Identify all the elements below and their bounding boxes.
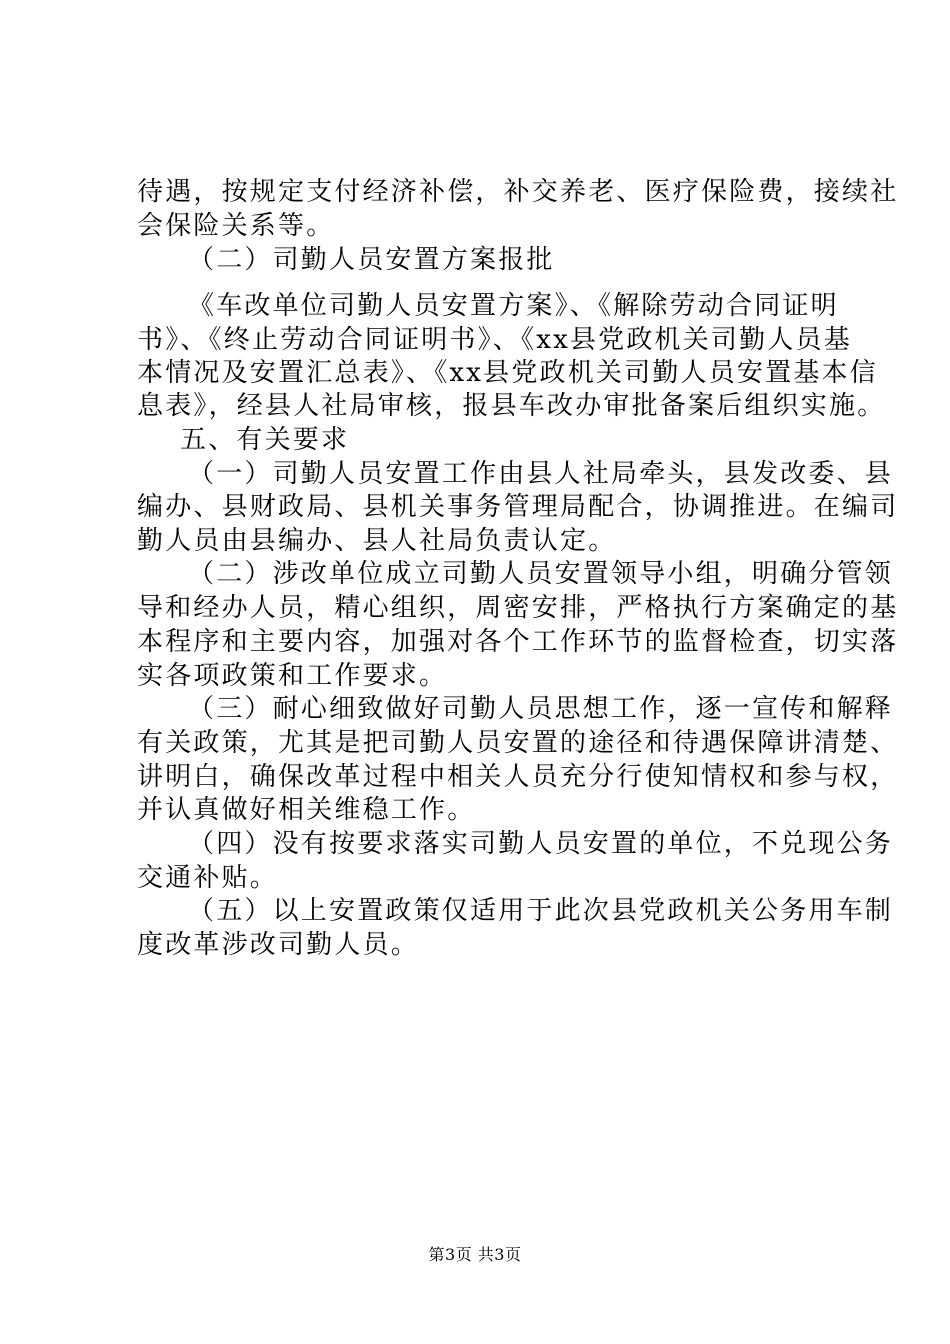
body-text-line: 《车改单位司勤人员安置方案》、《解除劳动合同证明 — [188, 291, 839, 321]
body-text-line: （二）涉改单位成立司勤人员安置领导小组，明确分管领 — [188, 559, 894, 589]
body-text-line: （三）耐心细致做好司勤人员思想工作，逐一宣传和解释 — [188, 694, 894, 724]
section-heading: 五、有关要求 — [180, 425, 350, 455]
body-text-line: 书》、《终止劳动合同证明书》、《xx县党政机关司勤人员基 — [137, 325, 852, 355]
body-text-line: 息表》，经县人社局审核，报县车改办审批备案后组织实施。 — [137, 391, 886, 421]
body-text-line: 勤人员由县编办、县人社局负责认定。 — [137, 526, 617, 556]
body-text-line: （四）没有按要求落实司勤人员安置的单位，不兑现公务 — [188, 829, 894, 859]
body-text-line: 度改革涉改司勤人员。 — [137, 930, 420, 960]
body-text-line: 会保险关系等。 — [137, 211, 335, 241]
body-text-line: 有关政策，尤其是把司勤人员安置的途径和待遇保障讲清楚、 — [137, 728, 899, 758]
page-number-footer: 第3页 共3页 — [428, 1245, 522, 1264]
body-text-line: 导和经办人员，精心组织，周密安排，严格执行方案确定的基 — [137, 593, 899, 623]
body-text-line: 实各项政策和工作要求。 — [137, 661, 448, 691]
body-text-line: 本程序和主要内容，加强对各个工作环节的监督检查，切实落 — [137, 627, 899, 657]
body-text-line: 待遇，按规定支付经济补偿，补交养老、医疗保险费，接续社 — [137, 177, 899, 207]
body-text-line: 交通补贴。 — [137, 863, 279, 893]
body-text-line: （一）司勤人员安置工作由县人社局牵头，县发改委、县 — [188, 459, 894, 489]
body-text-line: 编办、县财政局、县机关事务管理局配合，协调推进。在编司 — [137, 492, 899, 522]
body-text-line: 讲明白，确保改革过程中相关人员充分行使知情权和参与权， — [137, 762, 899, 792]
section-heading: （二）司勤人员安置方案报批 — [188, 245, 555, 275]
body-text-line: 本情况及安置汇总表》、《xx县党政机关司勤人员安置基本信 — [137, 358, 878, 388]
body-text-line: 并认真做好相关维稳工作。 — [137, 795, 476, 825]
body-text-line: （五）以上安置政策仅适用于此次县党政机关公务用车制 — [188, 896, 894, 926]
